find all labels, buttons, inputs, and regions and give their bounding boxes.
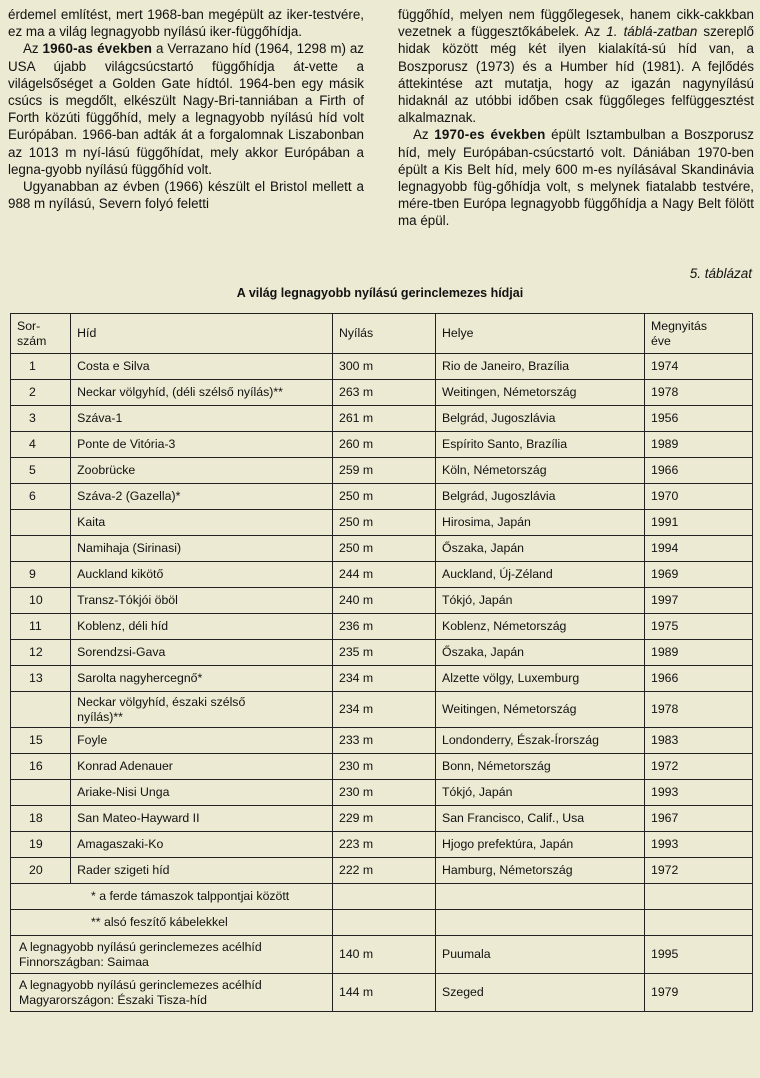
table-cell: Köln, Németország <box>436 458 645 484</box>
table-cell: Costa e Silva <box>71 354 333 380</box>
table-cell: Neckar völgyhíd, északi szélső nyílás)** <box>71 692 333 728</box>
table-cell <box>11 380 71 406</box>
paragraph <box>398 126 754 229</box>
row-number: 6 <box>29 489 36 503</box>
table-cell <box>11 562 71 588</box>
table-cell <box>11 666 71 692</box>
table-cell: Hjogo prefektúra, Japán <box>436 832 645 858</box>
table-row <box>11 614 753 640</box>
table-cell <box>11 536 71 562</box>
table-cell: Foyle <box>71 728 333 754</box>
table-cell: 250 m <box>333 510 436 536</box>
table-cell: Amagaszaki-Ko <box>71 832 333 858</box>
table-cell: 244 m <box>333 562 436 588</box>
table-cell <box>11 588 71 614</box>
table-cell: Száva-1 <box>71 406 333 432</box>
table-cell: 230 m <box>333 754 436 780</box>
table-cell: Száva-2 (Gazella)* <box>71 484 333 510</box>
table-row <box>11 510 753 536</box>
paragraph <box>8 6 364 40</box>
table-cell: Őszaka, Japán <box>436 640 645 666</box>
table-cell: 144 m <box>333 974 436 1012</box>
text-run: a Verrazano híd (1964, 1298 m) az USA újabb világcsúcstartó függőhídja át-vette a világelsőséget a Golden Gate hídtól. 1964-ben egy másik csúcs is megdőlt, elkészült Nagy-Bri-tanniában a Firth of Forth közúti függőhíd, mely a legnagyobb nyílású híd volt Európában. 1966-ban adták át a forgalomnak Liszabonban az 1013 m nyí-lású függőhídat, mely akkor Európában a legna-gyobb nyílású függőhíd volt. <box>8 41 364 177</box>
table-cell: 223 m <box>333 832 436 858</box>
row-number: 19 <box>29 837 43 851</box>
table-cell: 233 m <box>333 728 436 754</box>
table-cell: 1970 <box>645 484 753 510</box>
paragraph <box>8 40 364 178</box>
table-cell: Auckland, Új-Zéland <box>436 562 645 588</box>
row-number: 3 <box>29 411 36 425</box>
table-cell: 235 m <box>333 640 436 666</box>
row-number: 2 <box>29 385 36 399</box>
bridge-table <box>10 313 753 1012</box>
table-cell: 1993 <box>645 780 753 806</box>
extra-row <box>11 936 753 974</box>
table-cell: Rader szigeti híd <box>71 858 333 884</box>
table-cell: 1993 <box>645 832 753 858</box>
table-cell: 1966 <box>645 666 753 692</box>
table-cell <box>333 910 436 936</box>
table-cell: 1995 <box>645 936 753 974</box>
table-note: * a ferde támaszok talppontjai között <box>11 884 333 910</box>
table-cell <box>11 510 71 536</box>
table-cell: Bonn, Németország <box>436 754 645 780</box>
table-row <box>11 692 753 728</box>
bold-phrase: 1970-es években <box>434 127 546 143</box>
table-cell: A legnagyobb nyílású gerinclemezes acélhíd Magyarországon: Északi Tisza-híd <box>11 974 333 1012</box>
table-cell: Transz-Tókjói öböl <box>71 588 333 614</box>
table-cell <box>11 858 71 884</box>
table-title: A világ legnagyobb nyílású gerinclemezes hídjai <box>236 286 524 300</box>
table-cell: Őszaka, Japán <box>436 536 645 562</box>
table-row <box>11 406 753 432</box>
table-cell: Puumala <box>436 936 645 974</box>
row-number: 13 <box>29 671 43 685</box>
row-number: 1 <box>29 359 36 373</box>
table-cell: 1974 <box>645 354 753 380</box>
header-cell: Helye <box>436 314 645 354</box>
table-header-row <box>11 314 753 354</box>
italic-phrase: 1. táblá-zatban <box>606 24 698 40</box>
table-cell: A legnagyobb nyílású gerinclemezes acélhíd Finnországban: Saimaa <box>11 936 333 974</box>
table-cell: Sarolta nagyhercegnő* <box>71 666 333 692</box>
table-row <box>11 806 753 832</box>
table-row <box>11 640 753 666</box>
row-number: 12 <box>29 645 43 659</box>
table-cell: 234 m <box>333 692 436 728</box>
table-cell: 250 m <box>333 536 436 562</box>
table-row <box>11 754 753 780</box>
table-cell: Zoobrücke <box>71 458 333 484</box>
table-cell: 230 m <box>333 780 436 806</box>
table-cell: Kaita <box>71 510 333 536</box>
table-cell: 1972 <box>645 858 753 884</box>
table-cell: 1989 <box>645 432 753 458</box>
right-column <box>398 6 754 261</box>
row-number: 20 <box>29 863 43 877</box>
table-cell <box>333 884 436 910</box>
table-cell: 1989 <box>645 640 753 666</box>
table-cell: 236 m <box>333 614 436 640</box>
table-cell: Belgrád, Jugoszlávia <box>436 406 645 432</box>
table-cell <box>11 832 71 858</box>
table-cell: 1972 <box>645 754 753 780</box>
table-cell <box>436 910 645 936</box>
table-cell <box>11 484 71 510</box>
table-cell: 1969 <box>645 562 753 588</box>
table-cell <box>11 806 71 832</box>
table-cell: 1966 <box>645 458 753 484</box>
article-text <box>8 6 754 261</box>
table-cell: 1979 <box>645 974 753 1012</box>
table-cell <box>11 754 71 780</box>
table-cell <box>11 614 71 640</box>
header-cell: Megnyitás éve <box>645 314 753 354</box>
table-cell: Londonderry, Észak-Írország <box>436 728 645 754</box>
table-cell: 1967 <box>645 806 753 832</box>
table-cell <box>11 354 71 380</box>
table-cell: Sorendzsi-Gava <box>71 640 333 666</box>
table-cell: Ariake-Nisi Unga <box>71 780 333 806</box>
table-cell: 300 m <box>333 354 436 380</box>
table-cell: Konrad Adenauer <box>71 754 333 780</box>
table-cell <box>645 910 753 936</box>
table-cell: Namihaja (Sirinasi) <box>71 536 333 562</box>
table-row <box>11 536 753 562</box>
table-row <box>11 484 753 510</box>
table-cell: 1978 <box>645 692 753 728</box>
table-cell <box>11 458 71 484</box>
text-run: függőhíd, melyen nem függőlegesek, hanem cikk-cakkban vezetnek a függesztőkábelek. Az <box>398 7 754 40</box>
table-cell <box>645 884 753 910</box>
table-cell <box>11 692 71 728</box>
text-run: Az <box>23 41 43 57</box>
table-cell: Szeged <box>436 974 645 1012</box>
extra-row <box>11 974 753 1012</box>
table-cell <box>11 640 71 666</box>
table-note: ** alsó feszítő kábelekkel <box>11 910 333 936</box>
header-cell: Híd <box>71 314 333 354</box>
text-run: Az <box>413 127 435 143</box>
table-cell: 1983 <box>645 728 753 754</box>
row-number: 9 <box>29 567 36 581</box>
table-cell: Weitingen, Németország <box>436 692 645 728</box>
table-row <box>11 832 753 858</box>
table-row <box>11 588 753 614</box>
table-cell: Tókjó, Japán <box>436 588 645 614</box>
table-cell: 260 m <box>333 432 436 458</box>
table-cell: 1956 <box>645 406 753 432</box>
table-row <box>11 458 753 484</box>
table-cell <box>11 728 71 754</box>
text-run: épült Isztambulban a Boszporusz híd, mely Európában-csúcstartó volt. Dániában 1970-ben épült a Kis Belt híd, mely 600 m-es nyílásával Skandinávia legnagyobb füg-gőhídja volt, s melynek fiatalabb testvére, mére-tben Európa legnagyobb függőhídja a Nagy Belt fölött ma épül. <box>398 127 754 229</box>
table-row <box>11 728 753 754</box>
table-cell: Tókjó, Japán <box>436 780 645 806</box>
header-cell: Sor- szám <box>11 314 71 354</box>
table-cell: Koblenz, déli híd <box>71 614 333 640</box>
table-cell: Alzette völgy, Luxemburg <box>436 666 645 692</box>
table-cell: Rio de Janeiro, Brazília <box>436 354 645 380</box>
table-cell: Weitingen, Németország <box>436 380 645 406</box>
table-cell: 234 m <box>333 666 436 692</box>
table-cell: 263 m <box>333 380 436 406</box>
table-number: 5. táblázat <box>689 266 752 281</box>
table-cell: Koblenz, Németország <box>436 614 645 640</box>
note-row <box>11 884 753 910</box>
table-row <box>11 562 753 588</box>
row-number: 5 <box>29 463 36 477</box>
text-run: Ugyanabban az évben (1966) készült el Bristol mellett a 988 m nyílású, Severn folyó feletti <box>8 179 364 212</box>
text-run: szereplő hidak között még két ilyen kialakítá-sú híd van, a Boszporusz (1973) és a Humber híd (1981). A fejlődés áttekintése azt mutatja, hogy az igazán nagynyílású hidaknál az utóbbi időben csak függőleges felfüggesztést alkalmaznak. <box>398 24 754 126</box>
table-cell: 1997 <box>645 588 753 614</box>
text-run: érdemel említést, mert 1968-ban megépült az iker-testvére, ez ma a világ legnagyobb nyílású iker-függőhídja. <box>8 7 364 40</box>
table-cell: 261 m <box>333 406 436 432</box>
table-cell: Hamburg, Németország <box>436 858 645 884</box>
table-cell: 259 m <box>333 458 436 484</box>
table-cell <box>11 406 71 432</box>
table-cell: 222 m <box>333 858 436 884</box>
table-row <box>11 432 753 458</box>
table-cell: San Mateo-Hayward II <box>71 806 333 832</box>
header-cell: Nyílás <box>333 314 436 354</box>
row-number: 11 <box>29 619 42 633</box>
row-number: 18 <box>29 811 43 825</box>
table-cell: 1994 <box>645 536 753 562</box>
row-number: 15 <box>29 733 43 747</box>
table-row <box>11 858 753 884</box>
table-row <box>11 780 753 806</box>
paragraph <box>8 178 364 212</box>
note-row <box>11 910 753 936</box>
table-cell: Belgrád, Jugoszlávia <box>436 484 645 510</box>
paragraph <box>398 6 754 126</box>
row-number: 10 <box>29 593 43 607</box>
row-number: 4 <box>29 437 36 451</box>
table-cell <box>436 884 645 910</box>
table-cell: Neckar völgyhíd, (déli szélső nyílás)** <box>71 380 333 406</box>
table-row <box>11 354 753 380</box>
table-cell <box>11 432 71 458</box>
left-column <box>8 6 364 261</box>
table-cell: 140 m <box>333 936 436 974</box>
table-cell <box>11 780 71 806</box>
table-cell: 250 m <box>333 484 436 510</box>
table-cell: 1978 <box>645 380 753 406</box>
bold-phrase: 1960-as években <box>42 41 153 57</box>
table-cell: Ponte de Vitória-3 <box>71 432 333 458</box>
table-cell: 1975 <box>645 614 753 640</box>
table-row <box>11 380 753 406</box>
table-cell: 1991 <box>645 510 753 536</box>
table-cell: Espírito Santo, Brazília <box>436 432 645 458</box>
table-cell: San Francisco, Calif., Usa <box>436 806 645 832</box>
table-cell: Auckland kikötő <box>71 562 333 588</box>
row-number: 16 <box>29 759 43 773</box>
table-cell: 229 m <box>333 806 436 832</box>
table-cell: Hirosima, Japán <box>436 510 645 536</box>
table-cell: 240 m <box>333 588 436 614</box>
table-row <box>11 666 753 692</box>
